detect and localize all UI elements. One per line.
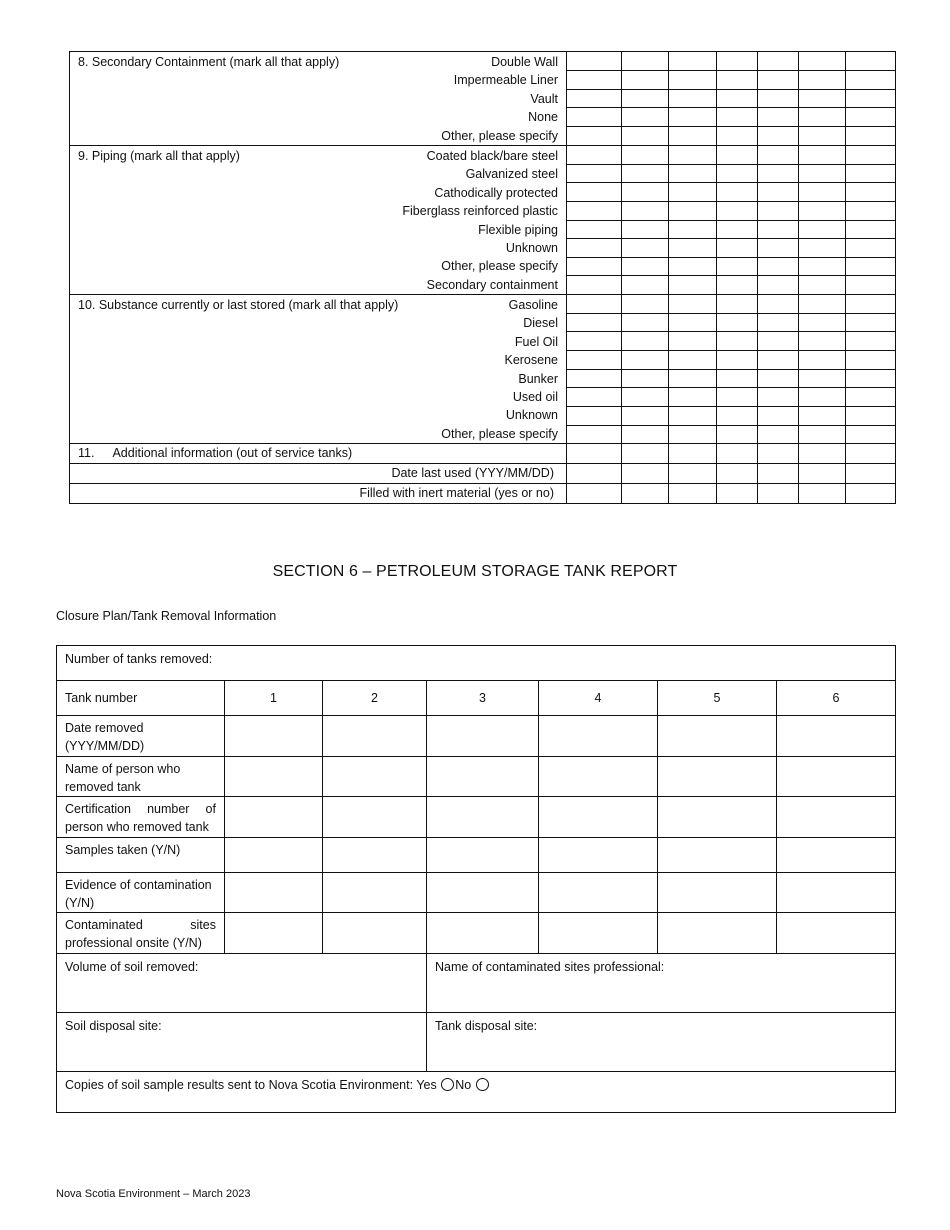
additional-row: [70, 464, 896, 484]
checkbox-cell[interactable]: [622, 108, 669, 127]
checkbox-cell[interactable]: [846, 108, 896, 127]
closure-entry-cell[interactable]: [427, 716, 539, 757]
closure-row: [57, 838, 896, 873]
checkbox-cell[interactable]: [669, 52, 717, 71]
option-label: Diesel: [523, 316, 558, 331]
tank-number-header: 4: [539, 681, 658, 716]
checkbox-cell[interactable]: [567, 145, 622, 164]
section-title: Additional information (out of service tanks): [112, 446, 353, 461]
checkbox-cell[interactable]: [717, 108, 758, 127]
checkbox-cell[interactable]: [846, 70, 896, 89]
checkbox-cell[interactable]: [669, 425, 717, 444]
checkbox-cell[interactable]: [622, 164, 669, 183]
closure-entry-cell[interactable]: [323, 873, 427, 913]
option-label: None: [528, 110, 558, 125]
checkbox-cell[interactable]: [846, 369, 896, 388]
checkbox-cell[interactable]: [622, 388, 669, 407]
entry-cell[interactable]: [846, 464, 896, 484]
csp-name-field[interactable]: [427, 954, 896, 1013]
checkbox-cell[interactable]: [846, 127, 896, 146]
checkbox-cell[interactable]: [622, 332, 669, 351]
entry-cell[interactable]: [758, 484, 799, 504]
checkbox-cell[interactable]: [846, 239, 896, 258]
checkbox-cell[interactable]: [717, 89, 758, 108]
checkbox-cell[interactable]: [567, 239, 622, 258]
checkbox-cell[interactable]: [669, 108, 717, 127]
checkbox-cell[interactable]: [567, 295, 622, 314]
closure-subtitle: Closure Plan/Tank Removal Information: [56, 609, 277, 623]
checkbox-cell[interactable]: [622, 313, 669, 332]
checkbox-cell[interactable]: [799, 425, 846, 444]
closure-row-label: Samples taken (Y/N): [57, 838, 225, 873]
checkbox-cell[interactable]: [669, 369, 717, 388]
option-label: Cathodically protected: [434, 185, 558, 200]
yes-radio[interactable]: [441, 1078, 454, 1091]
option-label: Flexible piping: [478, 222, 558, 237]
entry-cell[interactable]: [799, 484, 846, 504]
closure-entry-cell[interactable]: [777, 913, 896, 954]
checkbox-cell[interactable]: [717, 52, 758, 71]
closure-entry-cell[interactable]: [225, 913, 323, 954]
checkbox-cell[interactable]: [622, 276, 669, 295]
checkbox-cell[interactable]: [669, 313, 717, 332]
group-title: 8. Secondary Containment (mark all that apply): [78, 55, 340, 69]
closure-entry-cell[interactable]: [225, 838, 323, 873]
checkbox-cell[interactable]: [622, 201, 669, 220]
checkbox-cell[interactable]: [799, 52, 846, 71]
tank-details-table: [69, 51, 896, 504]
option-label: Used oil: [512, 390, 558, 405]
checkbox-cell[interactable]: [846, 295, 896, 314]
entry-cell[interactable]: [622, 484, 669, 504]
checkbox-cell[interactable]: [799, 257, 846, 276]
checkbox-cell[interactable]: [799, 313, 846, 332]
closure-entry-cell[interactable]: [323, 913, 427, 954]
closure-entry-cell[interactable]: [323, 757, 427, 797]
checkbox-cell[interactable]: [622, 127, 669, 146]
checkbox-cell[interactable]: [758, 257, 799, 276]
checkbox-cell[interactable]: [758, 388, 799, 407]
entry-cell[interactable]: [758, 464, 799, 484]
checkbox-cell[interactable]: [717, 239, 758, 258]
checkbox-cell[interactable]: [622, 145, 669, 164]
checkbox-cell[interactable]: [567, 257, 622, 276]
checkbox-cell[interactable]: [669, 89, 717, 108]
closure-entry-cell[interactable]: [658, 913, 777, 954]
checkbox-cell[interactable]: [758, 351, 799, 370]
checkbox-cell[interactable]: [846, 406, 896, 425]
group-title: 10. Substance currently or last stored (mark all that apply): [78, 298, 399, 313]
additional-row: [70, 444, 896, 464]
checkbox-cell[interactable]: [622, 183, 669, 202]
checkbox-cell[interactable]: [846, 201, 896, 220]
group-row: [70, 145, 896, 164]
checkbox-cell[interactable]: [567, 220, 622, 239]
entry-cell[interactable]: [717, 484, 758, 504]
checkbox-cell[interactable]: [622, 70, 669, 89]
checkbox-cell[interactable]: [758, 70, 799, 89]
option-label: Fiberglass reinforced plastic: [402, 204, 558, 219]
checkbox-cell[interactable]: [669, 239, 717, 258]
entry-cell[interactable]: [717, 464, 758, 484]
checkbox-cell[interactable]: [758, 89, 799, 108]
checkbox-cell[interactable]: [799, 89, 846, 108]
tank-number-label: Tank number: [57, 681, 225, 716]
option-label: Fuel Oil: [514, 334, 558, 349]
tank-number-header: 5: [658, 681, 777, 716]
checkbox-cell[interactable]: [799, 332, 846, 351]
tank-number-row: [57, 681, 896, 716]
entry-cell[interactable]: [717, 444, 758, 464]
checkbox-cell[interactable]: [846, 164, 896, 183]
group-title: 9. Piping (mark all that apply): [78, 148, 240, 163]
closure-entry-cell[interactable]: [539, 797, 658, 838]
checkbox-cell[interactable]: [567, 70, 622, 89]
closure-entry-cell[interactable]: [225, 757, 323, 797]
tank-number-header: 3: [427, 681, 539, 716]
closure-row: [57, 873, 896, 913]
checkbox-cell[interactable]: [622, 220, 669, 239]
closure-entry-cell[interactable]: [539, 838, 658, 873]
additional-info-label: [70, 444, 567, 464]
checkbox-cell[interactable]: [758, 406, 799, 425]
option-label: Double Wall: [491, 55, 558, 69]
checkbox-cell[interactable]: [669, 276, 717, 295]
entry-cell[interactable]: [669, 484, 717, 504]
option-label: Vault: [530, 91, 558, 106]
checkbox-cell[interactable]: [846, 425, 896, 444]
tank-number-header: 6: [777, 681, 896, 716]
checkbox-cell[interactable]: [567, 164, 622, 183]
checkbox-cell[interactable]: [846, 89, 896, 108]
checkbox-cell[interactable]: [717, 406, 758, 425]
checkbox-cell[interactable]: [717, 388, 758, 407]
entry-cell[interactable]: [846, 484, 896, 504]
closure-entry-cell[interactable]: [777, 757, 896, 797]
checkbox-cell[interactable]: [567, 127, 622, 146]
checkbox-cell[interactable]: [717, 425, 758, 444]
checkbox-cell[interactable]: [799, 295, 846, 314]
checkbox-cell[interactable]: [669, 145, 717, 164]
tank-disposal-label: Tank disposal site:: [435, 1019, 538, 1033]
section-6-title: SECTION 6 – PETROLEUM STORAGE TANK REPORT: [272, 563, 678, 580]
checkbox-cell[interactable]: [799, 369, 846, 388]
checkbox-cell[interactable]: [799, 108, 846, 127]
checkbox-cell[interactable]: [799, 351, 846, 370]
footer: Nova Scotia Environment – March 2023: [56, 1188, 251, 1200]
checkbox-cell[interactable]: [669, 164, 717, 183]
group-row: [70, 295, 896, 314]
tank-number-header: 1: [225, 681, 323, 716]
closure-entry-cell[interactable]: [777, 873, 896, 913]
checkbox-cell[interactable]: [846, 313, 896, 332]
checkbox-cell[interactable]: [846, 52, 896, 71]
option-label: Other, please specify: [441, 128, 558, 143]
copies-label: Copies of soil sample results sent to Nova Scotia Environment: Yes: [65, 1078, 437, 1092]
closure-table: [56, 645, 896, 1113]
checkbox-cell[interactable]: [622, 52, 669, 71]
checkbox-cell[interactable]: [758, 183, 799, 202]
checkbox-cell[interactable]: [567, 183, 622, 202]
checkbox-cell[interactable]: [846, 145, 896, 164]
volume-soil-label: Volume of soil removed:: [65, 960, 199, 974]
closure-entry-cell[interactable]: [658, 873, 777, 913]
entry-cell[interactable]: [846, 444, 896, 464]
copies-row: [57, 1072, 896, 1113]
checkbox-cell[interactable]: [669, 257, 717, 276]
checkbox-cell[interactable]: [717, 127, 758, 146]
checkbox-cell[interactable]: [669, 351, 717, 370]
checkbox-cell[interactable]: [622, 406, 669, 425]
checkbox-cell[interactable]: [717, 145, 758, 164]
closure-entry-cell[interactable]: [777, 838, 896, 873]
checkbox-cell[interactable]: [567, 52, 622, 71]
checkbox-cell[interactable]: [669, 127, 717, 146]
checkbox-cell[interactable]: [758, 201, 799, 220]
checkbox-cell[interactable]: [669, 220, 717, 239]
closure-entry-cell[interactable]: [427, 913, 539, 954]
entry-cell[interactable]: [567, 484, 622, 504]
closure-entry-cell[interactable]: [658, 757, 777, 797]
closure-entry-cell[interactable]: [225, 873, 323, 913]
closure-entry-cell[interactable]: [658, 716, 777, 757]
closure-row: [57, 716, 896, 757]
checkbox-cell[interactable]: [717, 276, 758, 295]
closure-entry-cell[interactable]: [225, 797, 323, 838]
checkbox-cell[interactable]: [622, 295, 669, 314]
checkbox-cell[interactable]: [717, 70, 758, 89]
checkbox-cell[interactable]: [758, 127, 799, 146]
group-label-cell: [70, 52, 567, 146]
checkbox-cell[interactable]: [758, 425, 799, 444]
closure-row-label: Evidence of contamination (Y/N): [57, 873, 225, 913]
option-label: Impermeable Liner: [453, 73, 558, 88]
group-label-cell: [70, 295, 567, 444]
soil-disposal-label: Soil disposal site:: [65, 1019, 162, 1033]
closure-entry-cell[interactable]: [323, 716, 427, 757]
checkbox-cell[interactable]: [799, 276, 846, 295]
option-label: Unknown: [505, 408, 558, 423]
checkbox-cell[interactable]: [669, 183, 717, 202]
checkbox-cell[interactable]: [799, 239, 846, 258]
checkbox-cell[interactable]: [567, 201, 622, 220]
option-label: Coated black/bare steel: [426, 148, 558, 163]
soil-disposal-field[interactable]: [57, 1013, 427, 1072]
volume-soil-field[interactable]: [57, 954, 427, 1013]
additional-row: [70, 484, 896, 504]
tank-number-header: 2: [323, 681, 427, 716]
checkbox-cell[interactable]: [622, 425, 669, 444]
checkbox-cell[interactable]: [717, 257, 758, 276]
tanks-removed-label: Number of tanks removed:: [65, 652, 213, 666]
tank-disposal-field[interactable]: [427, 1013, 896, 1072]
checkbox-cell[interactable]: [799, 201, 846, 220]
checkbox-cell[interactable]: [669, 388, 717, 407]
checkbox-cell[interactable]: [758, 369, 799, 388]
entry-cell[interactable]: [799, 444, 846, 464]
closure-row: [57, 913, 896, 954]
checkbox-cell[interactable]: [717, 313, 758, 332]
checkbox-cell[interactable]: [846, 388, 896, 407]
checkbox-cell[interactable]: [846, 276, 896, 295]
checkbox-cell[interactable]: [717, 369, 758, 388]
checkbox-cell[interactable]: [717, 220, 758, 239]
checkbox-cell[interactable]: [758, 220, 799, 239]
closure-entry-cell[interactable]: [427, 838, 539, 873]
checkbox-cell[interactable]: [799, 406, 846, 425]
entry-cell[interactable]: [799, 464, 846, 484]
checkbox-cell[interactable]: [799, 183, 846, 202]
checkbox-cell[interactable]: [758, 164, 799, 183]
checkbox-cell[interactable]: [717, 183, 758, 202]
closure-entry-cell[interactable]: [323, 797, 427, 838]
entry-cell[interactable]: [622, 444, 669, 464]
closure-entry-cell[interactable]: [539, 873, 658, 913]
checkbox-cell[interactable]: [758, 145, 799, 164]
closure-entry-cell[interactable]: [427, 873, 539, 913]
checkbox-cell[interactable]: [846, 332, 896, 351]
checkbox-cell[interactable]: [846, 351, 896, 370]
entry-cell[interactable]: [567, 444, 622, 464]
section-number: 11.: [78, 446, 95, 461]
option-label: Gasoline: [508, 298, 558, 313]
checkbox-cell[interactable]: [846, 183, 896, 202]
checkbox-cell[interactable]: [669, 70, 717, 89]
closure-row-label: Date removed (YYY/MM/DD): [57, 716, 225, 757]
closure-entry-cell[interactable]: [539, 716, 658, 757]
checkbox-cell[interactable]: [758, 313, 799, 332]
checkbox-cell[interactable]: [717, 295, 758, 314]
closure-row: [57, 797, 896, 838]
checkbox-cell[interactable]: [717, 201, 758, 220]
tanks-removed-field[interactable]: [57, 646, 896, 681]
closure-row: [57, 757, 896, 797]
checkbox-cell[interactable]: [799, 70, 846, 89]
checkbox-cell[interactable]: [622, 239, 669, 258]
checkbox-cell[interactable]: [758, 276, 799, 295]
no-radio[interactable]: [476, 1078, 489, 1091]
closure-entry-cell[interactable]: [539, 913, 658, 954]
checkbox-cell[interactable]: [567, 313, 622, 332]
checkbox-cell[interactable]: [799, 388, 846, 407]
checkbox-cell[interactable]: [669, 332, 717, 351]
checkbox-cell[interactable]: [567, 108, 622, 127]
closure-entry-cell[interactable]: [777, 797, 896, 838]
checkbox-cell[interactable]: [622, 369, 669, 388]
entry-cell[interactable]: [669, 464, 717, 484]
checkbox-cell[interactable]: [758, 332, 799, 351]
checkbox-cell[interactable]: [846, 220, 896, 239]
checkbox-cell[interactable]: [758, 295, 799, 314]
checkbox-cell[interactable]: [758, 52, 799, 71]
option-label: Secondary containment: [426, 277, 558, 292]
checkbox-cell[interactable]: [717, 332, 758, 351]
entry-cell[interactable]: [567, 464, 622, 484]
checkbox-cell[interactable]: [717, 351, 758, 370]
entry-cell[interactable]: [622, 464, 669, 484]
checkbox-cell[interactable]: [717, 164, 758, 183]
entry-cell[interactable]: [669, 444, 717, 464]
closure-row-label: Contaminated sites professional onsite (Y/N): [57, 913, 225, 954]
entry-cell[interactable]: [758, 444, 799, 464]
checkbox-cell[interactable]: [567, 351, 622, 370]
closure-entry-cell[interactable]: [658, 797, 777, 838]
checkbox-cell[interactable]: [758, 108, 799, 127]
closure-entry-cell[interactable]: [658, 838, 777, 873]
filled-inert-label: Filled with inert material (yes or no): [70, 484, 567, 504]
checkbox-cell[interactable]: [799, 220, 846, 239]
checkbox-cell[interactable]: [567, 89, 622, 108]
option-label: Other, please specify: [441, 259, 558, 274]
checkbox-cell[interactable]: [758, 239, 799, 258]
checkbox-cell[interactable]: [567, 276, 622, 295]
checkbox-cell[interactable]: [799, 164, 846, 183]
checkbox-cell[interactable]: [567, 332, 622, 351]
option-label: Galvanized steel: [465, 167, 558, 182]
closure-row-label: Certification number of person who removed tank: [57, 797, 225, 838]
closure-entry-cell[interactable]: [323, 838, 427, 873]
checkbox-cell[interactable]: [567, 369, 622, 388]
checkbox-cell[interactable]: [669, 295, 717, 314]
checkbox-cell[interactable]: [622, 351, 669, 370]
closure-entry-cell[interactable]: [427, 757, 539, 797]
checkbox-cell[interactable]: [846, 257, 896, 276]
option-label: Unknown: [505, 240, 558, 255]
checkbox-cell[interactable]: [799, 145, 846, 164]
date-last-used-label: Date last used (YYY/MM/DD): [70, 464, 567, 484]
checkbox-cell[interactable]: [669, 201, 717, 220]
closure-row-label: Name of person who removed tank: [57, 757, 225, 797]
option-label: Other, please specify: [441, 426, 558, 441]
checkbox-cell[interactable]: [622, 89, 669, 108]
option-label: Bunker: [518, 371, 558, 386]
closure-entry-cell[interactable]: [427, 797, 539, 838]
closure-entry-cell[interactable]: [225, 716, 323, 757]
no-label: No: [455, 1078, 472, 1092]
group-row: [70, 52, 896, 71]
checkbox-cell[interactable]: [567, 425, 622, 444]
checkbox-cell[interactable]: [669, 406, 717, 425]
option-label: Kerosene: [504, 353, 558, 368]
checkbox-cell[interactable]: [567, 406, 622, 425]
closure-entry-cell[interactable]: [539, 757, 658, 797]
csp-name-label: Name of contaminated sites professional:: [435, 960, 665, 974]
closure-entry-cell[interactable]: [777, 716, 896, 757]
checkbox-cell[interactable]: [799, 127, 846, 146]
checkbox-cell[interactable]: [567, 388, 622, 407]
checkbox-cell[interactable]: [622, 257, 669, 276]
group-label-cell: [70, 145, 567, 294]
